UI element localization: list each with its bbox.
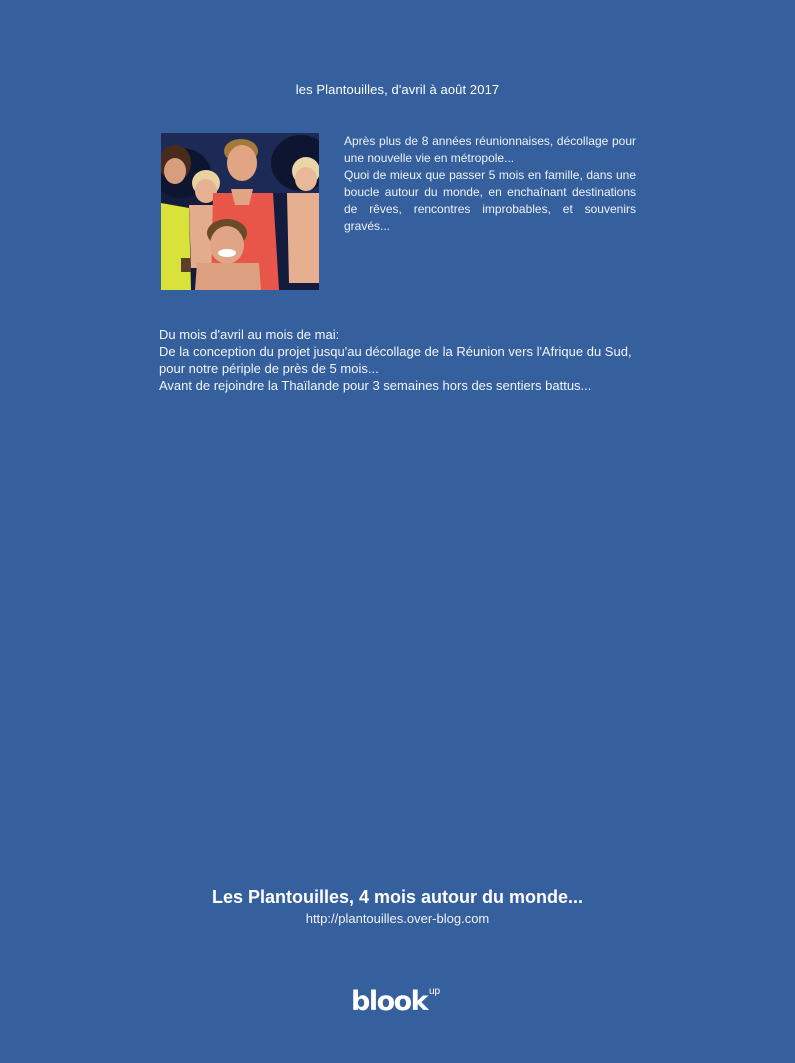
logo-superscript: up	[429, 986, 441, 997]
intro-paragraph: Après plus de 8 années réunionnaises, décollage pour une nouvelle vie en métropole...	[344, 134, 636, 165]
book-title: Les Plantouilles, 4 mois autour du monde...	[211, 887, 584, 907]
body-line: Avant de rejoindre la Thaïlande pour 3 semaines hors des sentiers battus...	[159, 378, 592, 393]
intro-text	[344, 133, 636, 235]
body-line: De la conception du projet jusqu'au décollage de la Réunion vers l'Afrique du Sud, pour notre périple de près de 5 mois...	[159, 344, 632, 376]
family-photo	[161, 133, 319, 290]
logo-word: blook	[351, 986, 428, 1017]
blookup-logo	[351, 986, 451, 1020]
intro-paragraph: Quoi de mieux que passer 5 mois en famille, dans une boucle autour du monde, en enchaînant destinations de rêves, rencontres improbables, et souvenirs gravés...	[344, 168, 636, 233]
body-text	[159, 326, 639, 394]
page-title: les Plantouilles, d'avril à août 2017	[295, 82, 500, 97]
body-line: Du mois d'avril au mois de mai:	[159, 327, 340, 342]
book-url: http://plantouilles.over-blog.com	[305, 911, 490, 926]
